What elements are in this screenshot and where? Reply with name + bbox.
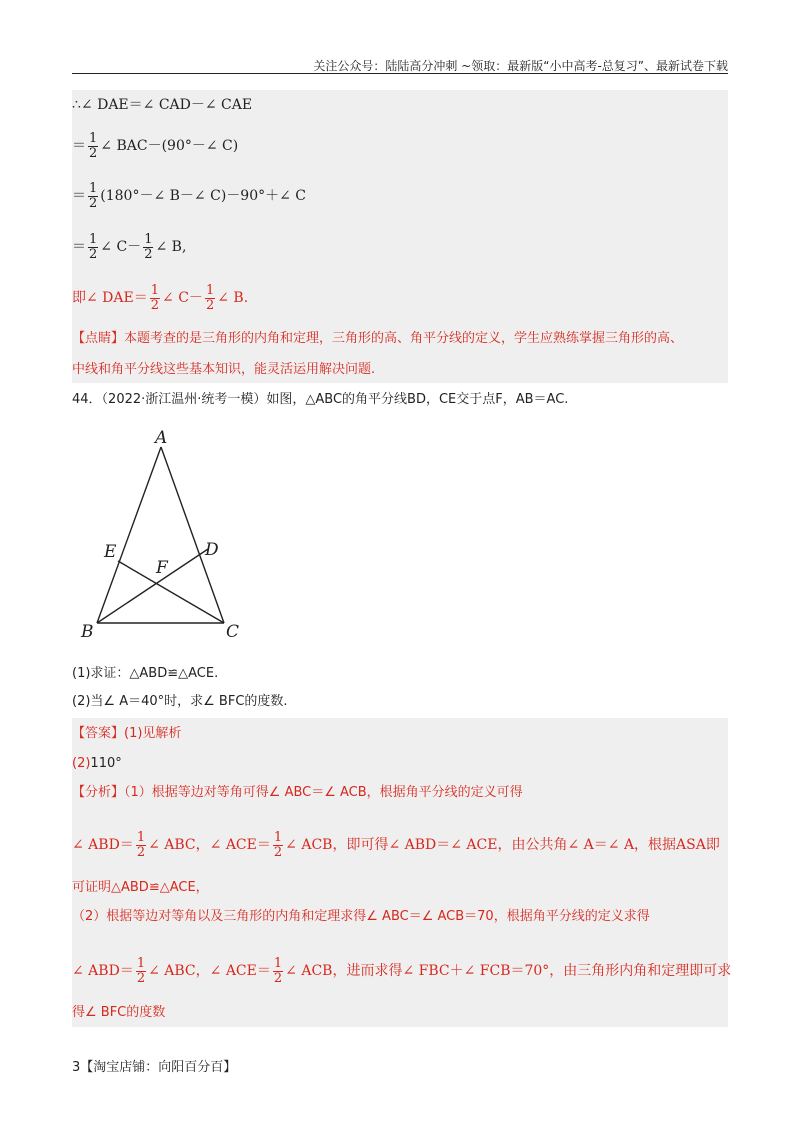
comment-line-2: 中线和角平分线这些基本知识，能灵活运用解决问题.	[72, 362, 376, 377]
analysis-line-1: 【分析】（1）根据等边对等角可得∠ ABC＝∠ ACB，根据角平分线的定义可得	[72, 785, 523, 800]
analysis-line-6: 得∠ BFC的度数	[72, 1005, 166, 1020]
label-E: E	[104, 542, 117, 562]
page-header: 关注公众号：陆陆高分冲刺 ~领取：最新版“小中高考-总复习”、最新试卷下载	[313, 59, 728, 73]
question-1: (1)求证：△ABD≌△ACE.	[72, 666, 219, 681]
analysis-line-5: ∠ ABD＝ $\frac{1}{2}$ ∠ ABC，∠ ACE＝ $\frac{1}{2}$ ∠ ACB，进而求得∠ FBC＋∠ FCB＝70°，由三角形内角和定理即可求	[72, 956, 732, 986]
label-C: C	[226, 622, 240, 642]
side-AB	[97, 447, 161, 623]
question-2: (2)当∠ A＝40°时，求∠ BFC的度数.	[72, 694, 288, 709]
proof-line-5: 即∠ DAE＝ $\frac{1}{2}$ ∠ C－ $\frac{1}{2}$ ∠ B.	[72, 283, 249, 313]
label-A: A	[155, 428, 168, 448]
header-rule	[72, 73, 728, 74]
comment-line-1: 【点睛】本题考查的是三角形的内角和定理，三角形的高、角平分线的定义，学生应熟练掌握三角形的高、	[72, 331, 684, 346]
analysis-line-2: ∠ ABD＝ $\frac{1}{2}$ ∠ ABC，∠ ACE＝ $\frac{1}{2}$ ∠ ACB，即可得∠ ABD＝∠ ACE，由公共角∠ A＝∠ A，根据ASA即	[72, 830, 720, 860]
problem-stem: 44．（2022·浙江温州·统考一模）如图，△ABC的角平分线BD，CE交于点F，AB＝AC.	[72, 392, 569, 407]
analysis-tag: 【分析】	[72, 785, 125, 800]
label-D: D	[205, 540, 219, 560]
answer-line-1: 【答案】(1)见解析	[72, 726, 182, 741]
label-B: B	[81, 622, 94, 642]
label-F: F	[156, 558, 168, 578]
proof-line-3: ＝ $\frac{1}{2}$ (180°－∠ B－∠ C)－90°＋∠ C	[72, 181, 306, 211]
triangle-figure	[72, 425, 272, 645]
answer-tag: 【答案】	[72, 726, 125, 741]
proof-line-2: ＝ $\frac{1}{2}$ ∠ BAC－(90°－∠ C)	[72, 131, 239, 161]
proof-line-1: ∴∠ DAE＝∠ CAD－∠ CAE	[72, 97, 253, 113]
page-footer: 3【淘宝店铺：向阳百分百】	[72, 1060, 237, 1075]
proof-line-4: ＝ $\frac{1}{2}$ ∠ C－ $\frac{1}{2}$ ∠ B,	[72, 232, 187, 262]
side-AC	[161, 447, 224, 623]
comment-tag: 【点睛】	[72, 331, 125, 346]
answer-line-2: (2)110°	[72, 756, 122, 771]
segment-CE	[118, 561, 224, 623]
analysis-line-4: （2）根据等边对等角以及三角形的内角和定理求得∠ ABC＝∠ ACB＝70，根据角平分线的定义求得	[72, 909, 650, 924]
analysis-line-3: 可证明△ABD≌△ACE，	[72, 880, 209, 895]
